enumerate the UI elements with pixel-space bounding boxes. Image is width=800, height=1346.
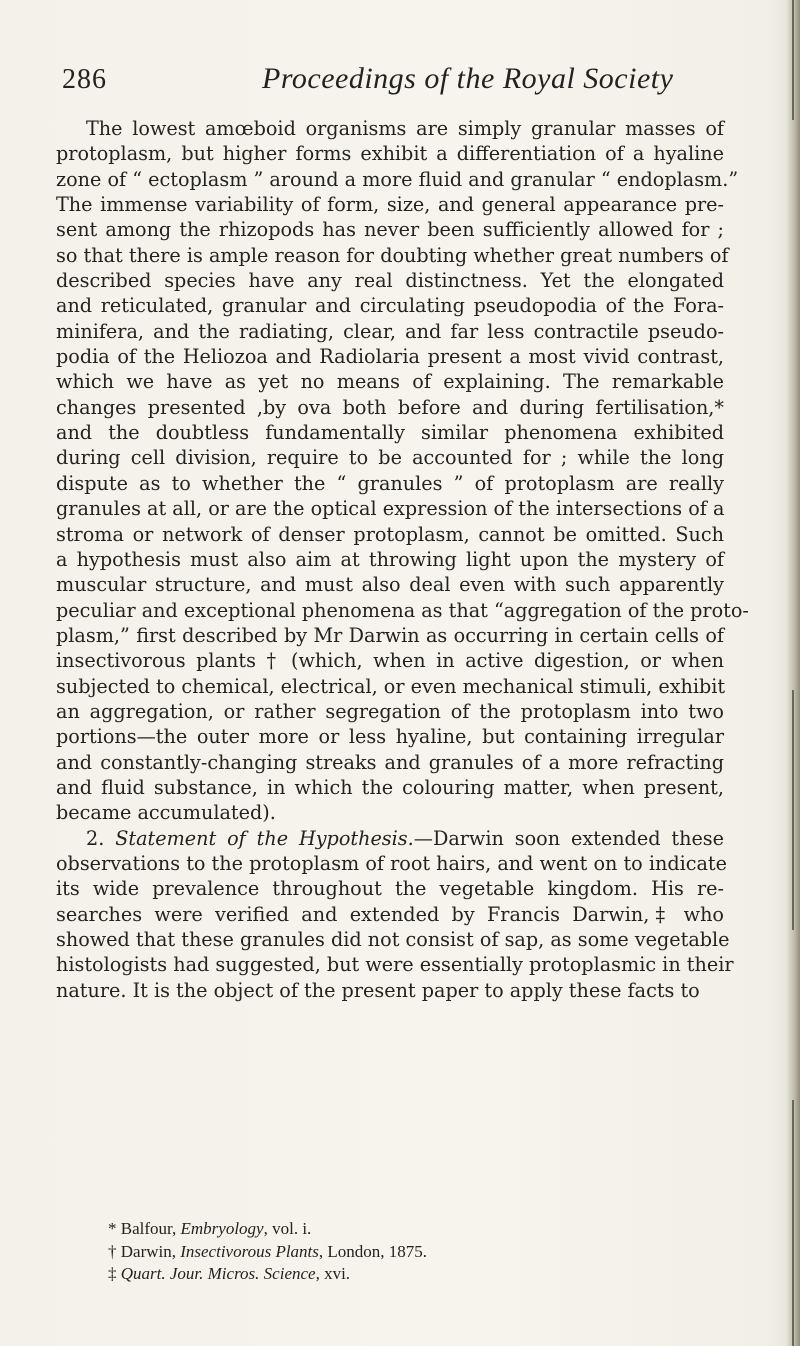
text-line: plasm,” first described by Mr Darwin as occurring in certain cells of: [56, 623, 724, 647]
text-line: its wide prevalence throughout the vegetable kingdom. His re-: [56, 877, 724, 901]
text-line: zone of “ ectoplasm ” around a more fluid and granular “ endoplasm.”: [56, 167, 739, 191]
footnotes: [108, 1218, 668, 1286]
text-line: during cell division, require to be accounted for ; while the long: [56, 446, 724, 470]
body-text: [56, 116, 749, 1003]
footnote: [108, 1218, 668, 1241]
text-line: and reticulated, granular and circulating pseudopodia of the Fora-: [56, 294, 724, 318]
section-title: Statement of the Hypothesis.: [115, 826, 414, 850]
footnote-work: Quart. Jour. Micros. Science: [120, 1264, 316, 1283]
page-edge-mark: [792, 690, 794, 930]
text-line: sent among the rhizopods has never been sufficiently allowed for ;: [56, 218, 724, 242]
section-number: 2.: [86, 826, 116, 850]
text-line: changes presented ,by ova both before and during fertilisation,*: [56, 395, 724, 419]
footnote-work: Embryology: [180, 1219, 264, 1238]
text-line: so that there is ample reason for doubting whether great numbers of: [56, 243, 729, 267]
text-line: subjected to chemical, electrical, or even mechanical stimuli, exhibit: [56, 674, 726, 698]
text-line: described species have any real distinctness. Yet the elongated: [56, 269, 724, 293]
text-line: The lowest amœboid organisms are simply granular masses of: [86, 117, 724, 140]
journal-title: Proceedings of the Royal Society: [262, 62, 674, 95]
text-line: histologists had suggested, but were essentially protoplasmic in their: [56, 953, 734, 977]
text-line: The immense variability of form, size, and general appearance pre-: [56, 193, 724, 217]
text-line: searches were verified and extended by Francis Darwin,‡ who: [56, 902, 724, 926]
running-head: [0, 64, 800, 108]
text-line: dispute as to whether the “ granules ” of protoplasm are really: [56, 471, 724, 495]
section-heading-line: [56, 826, 724, 851]
footnote-mark: *: [108, 1219, 121, 1238]
text-line: which we have as yet no means of explaining. The remarkable: [56, 370, 724, 394]
page-number: 286: [62, 64, 107, 95]
footnote-detail: , London, 1875.: [318, 1241, 428, 1261]
text-line: an aggregation, or rather segregation of the protoplasm into two: [56, 699, 724, 723]
footnote-detail: , vol. i.: [263, 1219, 312, 1238]
footnote-mark: ‡: [108, 1264, 121, 1283]
footnote-author: Darwin,: [120, 1241, 181, 1261]
text-line: peculiar and exceptional phenomena as that “aggregation of the proto-: [56, 598, 749, 622]
page-edge-mark: [792, 1100, 794, 1346]
text-line: muscular structure, and must also deal even with such apparently: [56, 573, 724, 597]
text-line: a hypothesis must also aim at throwing light upon the mystery of: [56, 547, 724, 571]
text-line: minifera, and the radiating, clear, and far less contractile pseudo-: [56, 319, 724, 343]
footnote: [108, 1241, 668, 1264]
footnote-detail: , xvi.: [315, 1264, 351, 1283]
text-line: portions—the outer more or less hyaline, but containing irregular: [56, 725, 724, 749]
footnote-mark: †: [108, 1241, 121, 1261]
text-line: protoplasm, but higher forms exhibit a differentiation of a hyaline: [56, 142, 724, 166]
footnote-author: Balfour,: [120, 1219, 181, 1238]
text-line: observations to the protoplasm of root hairs, and went on to indicate: [56, 851, 727, 875]
text-line: podia of the Heliozoa and Radiolaria present a most vivid contrast,: [56, 345, 724, 369]
text-line: and constantly-changing streaks and granules of a more refracting: [56, 750, 724, 774]
text-line: showed that these granules did not consist of sap, as some vegetable: [56, 928, 730, 951]
text-line: nature. It is the object of the present paper to apply these facts to: [56, 978, 700, 1002]
section-line-rest: —Darwin soon extended these: [413, 826, 725, 850]
text-line: became accumulated).: [56, 801, 276, 825]
text-line: stroma or network of denser protoplasm, cannot be omitted. Such: [56, 522, 724, 546]
text-line: and fluid substance, in which the colouring matter, when present,: [56, 775, 724, 799]
footnote: [108, 1263, 668, 1286]
text-line: and the doubtless fundamentally similar phenomena exhibited: [56, 421, 724, 445]
footnote-work: Insectivorous Plants: [180, 1241, 319, 1261]
text-line: granules at all, or are the optical expression of the intersections of a: [56, 497, 725, 521]
text-line: insectivorous plants † (which, when in active digestion, or when: [56, 649, 724, 673]
